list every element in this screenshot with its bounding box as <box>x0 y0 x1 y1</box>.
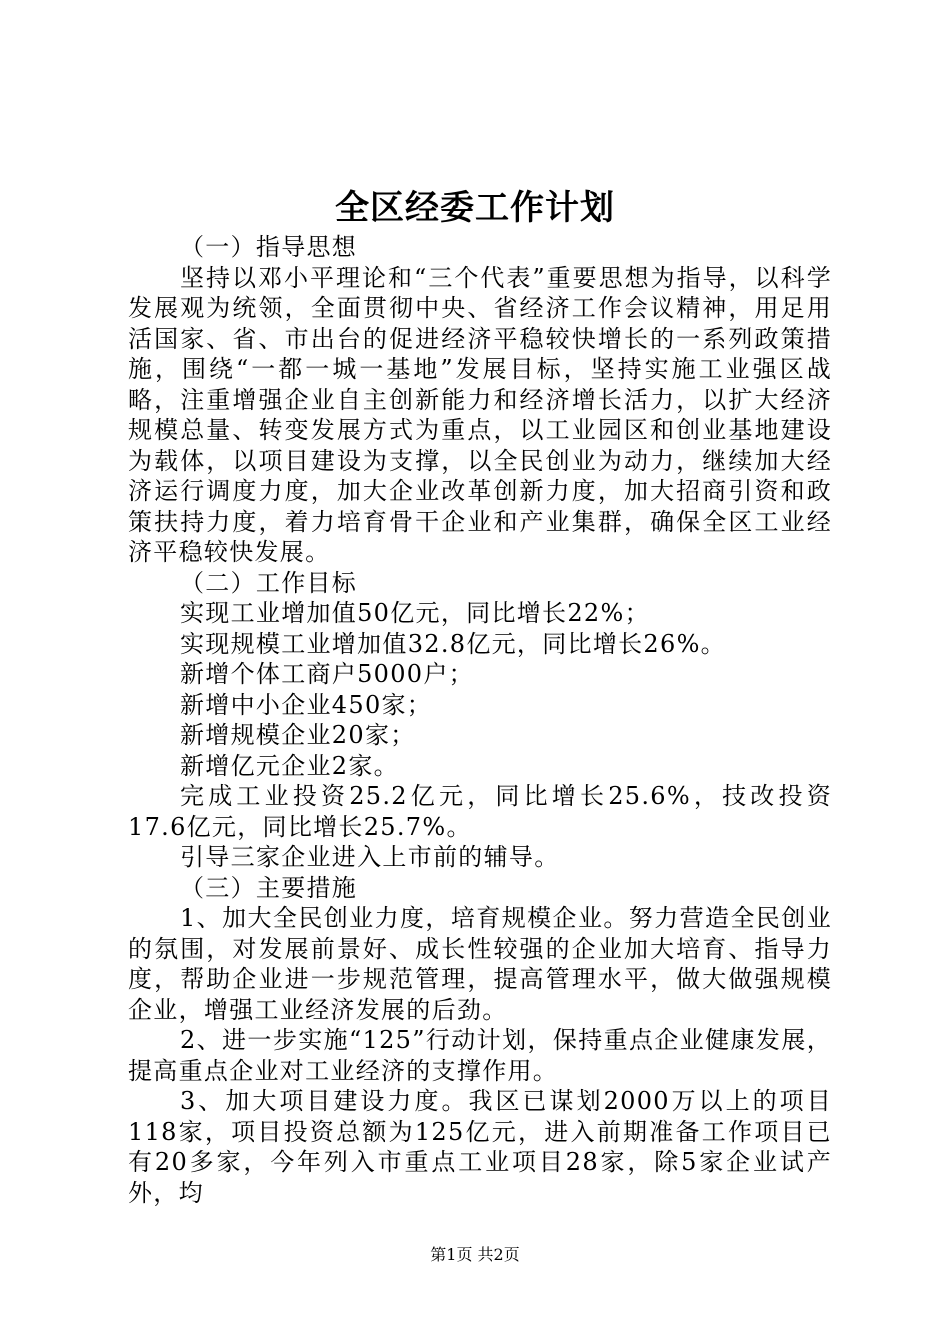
section-heading-main-measures: （三）主要措施 <box>180 873 358 902</box>
goal-item: 实现规模工业增加值32.8亿元，同比增长26%。 <box>180 629 726 658</box>
measure-item: 2、进一步实施“125”行动计划，保持重点企业健康发展，提高重点企业对工业经济的支撑作用。 <box>128 1026 832 1085</box>
measure-item: 3、加大项目建设力度。我区已谋划2000万以上的项目118家，项目投资总额为125亿元，进入前期准备工作项目已有20多家，今年列入市重点工业项目28家，除5家企业试产外，均 <box>128 1087 832 1207</box>
page-footer: 第1页 共2页 <box>430 1245 520 1264</box>
section-heading-guiding-ideology: （一）指导思想 <box>180 233 358 261</box>
goal-item: 实现工业增加值50亿元，同比增长22%； <box>180 599 650 627</box>
goal-item: 新增亿元企业2家。 <box>180 751 399 780</box>
goal-item: 新增中小企业450家； <box>180 690 433 719</box>
goal-item: 引导三家企业进入上市前的辅导。 <box>180 843 560 871</box>
goal-item: 新增个体工商户5000户； <box>180 660 474 688</box>
goal-item: 完成工业投资25.2亿元，同比增长25.6%，技改投资17.6亿元，同比增长25.7%。 <box>128 782 832 841</box>
document-title: 全区经委工作计划 <box>335 188 615 228</box>
section-heading-work-goals: （二）工作目标 <box>180 568 358 597</box>
measure-item: 1、加大全民创业力度，培育规模企业。努力营造全民创业的氛围，对发展前景好、成长性较强的企业加大培育、指导力度，帮助企业进一步规范管理，提高管理水平，做大做强规模企业，增强工业经济发展的后劲。 <box>128 904 832 1024</box>
document-body <box>128 232 832 1208</box>
goal-item: 新增规模企业20家； <box>180 721 416 749</box>
body-paragraph: 坚持以邓小平理论和“三个代表”重要思想为指导，以科学发展观为统领，全面贯彻中央、省经济工作会议精神，用足用活国家、省、市出台的促进经济平稳较快增长的一系列政策措施，围绕“一都一城一基地”发展目标，坚持实施工业强区战略，注重增强企业自主创新能力和经济增长活力，以扩大经济规模总量、转变发展方式为重点，以工业园区和创业基地建设为载体，以项目建设为支撑，以全民创业为动力，继续加大经济运行调度力度，加大企业改革创新力度，加大招商引资和政策扶持力度，着力培育骨干企业和产业集群，确保全区工业经济平稳较快发展。 <box>128 263 832 566</box>
